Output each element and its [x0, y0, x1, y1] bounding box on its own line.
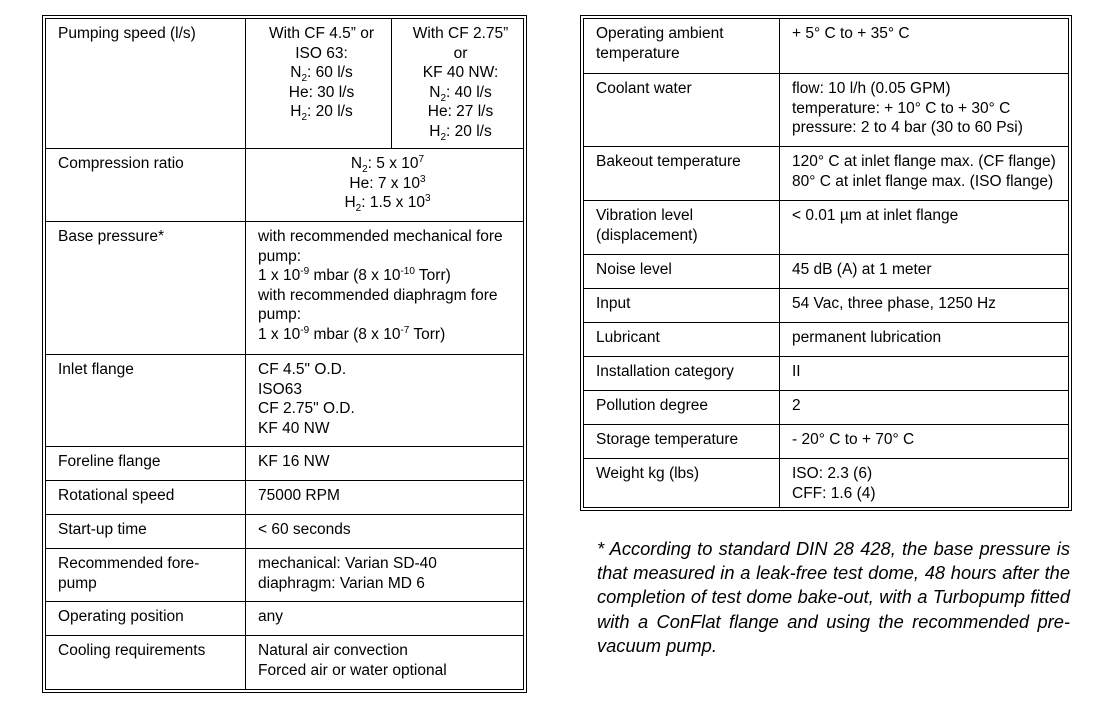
label-pumping-speed: Pumping speed (l/s) [46, 19, 246, 149]
row-cooling-requirements [46, 636, 524, 690]
value-operating-ambient: + 5° C to + 35° C [780, 19, 1069, 74]
cf45-he: He: 30 l/s [288, 83, 355, 101]
label-pollution: Pollution degree [584, 391, 780, 425]
row-weight [584, 459, 1069, 508]
row-operating-position [46, 602, 524, 636]
vibration-label-line1: Vibration level [596, 207, 694, 224]
compression-he: He: 7 x $10^3$ [349, 173, 426, 192]
row-base-pressure [46, 222, 524, 355]
cooling-value-line2: Forced air or water optional [258, 661, 447, 679]
forepump-value-line2: diaphragm: Varian MD 6 [258, 574, 425, 592]
footnote: * According to standard DIN 28 428, the base pressure is that measured in a leak-free test dome, 48 hours after the completion of test dome bake-out, with a Turbopump fitted with a ConFlat flange and using the recommended pre-vacuum pump. [597, 538, 1070, 656]
forepump-value-line1: mechanical: Varian SD-40 [258, 555, 437, 572]
row-lubricant [584, 323, 1069, 357]
row-input [584, 289, 1069, 323]
bakeout-cf: 120° C at inlet flange max. (CF flange) [792, 153, 1056, 170]
row-vibration [584, 201, 1069, 255]
label-bakeout: Bakeout temperature [584, 147, 780, 201]
label-lubricant: Lubricant [584, 323, 780, 357]
label-vibration [584, 201, 780, 255]
label-foreline-flange: Foreline flange [46, 447, 246, 481]
label-operating-position: Operating position [46, 602, 246, 636]
value-recommended-forepump [246, 549, 524, 602]
label-installation: Installation category [584, 357, 780, 391]
row-noise [584, 255, 1069, 289]
row-recommended-forepump [46, 549, 524, 602]
cooling-value-line1: Natural air convection [258, 642, 408, 659]
value-pollution: 2 [780, 391, 1069, 425]
coolant-pressure: pressure: 2 to 4 bar (30 to 60 Psi) [792, 119, 1023, 136]
vibration-label-line2: (displacement) [596, 226, 698, 244]
cf275-h2: $H_2$: 20 l/s [429, 122, 492, 143]
row-bakeout [584, 147, 1069, 201]
value-inlet-flange [246, 355, 524, 447]
cf275-title-line1: With CF 2.75” [412, 25, 509, 42]
label-operating-ambient [584, 19, 780, 74]
label-recommended-forepump [46, 549, 246, 602]
value-input: 54 Vac, three phase, 1250 Hz [780, 289, 1069, 323]
base-pressure-diaph-line1: with recommended diaphragm fore [258, 286, 498, 304]
base-pressure-diaph-value: 1 x $10^{-9}$ mbar (8 x $10^{-7}$ Torr) [258, 324, 446, 343]
label-weight: Weight kg (lbs) [584, 459, 780, 508]
row-pollution [584, 391, 1069, 425]
value-storage: - 20° C to + 70° C [780, 425, 1069, 459]
label-storage: Storage temperature [584, 425, 780, 459]
value-foreline-flange: KF 16 NW [246, 447, 524, 481]
value-bakeout [780, 147, 1069, 201]
specifications-table-left [42, 15, 527, 693]
row-installation [584, 357, 1069, 391]
base-pressure-mech-value: 1 x $10^{-9}$ mbar (8 x $10^{-10}$ Torr) [258, 265, 451, 284]
label-cooling-requirements: Cooling requirements [46, 636, 246, 690]
row-foreline-flange [46, 447, 524, 481]
value-startup-time: < 60 seconds [246, 515, 524, 549]
cf275-title-line2: or [453, 44, 468, 62]
value-pumping-speed-cf275 [392, 19, 524, 149]
value-noise: 45 dB (A) at 1 meter [780, 255, 1069, 289]
value-vibration: < 0.01 µm at inlet flange [780, 201, 1069, 255]
cf275-title-line3: KF 40 NW: [422, 64, 499, 81]
value-installation: II [780, 357, 1069, 391]
row-coolant-water [584, 74, 1069, 147]
weight-cff: CFF: 1.6 (4) [792, 484, 876, 502]
ambient-label-line1: Operating ambient [596, 25, 724, 42]
label-inlet-flange: Inlet flange [46, 355, 246, 447]
value-rotational-speed: 75000 RPM [246, 481, 524, 515]
label-startup-time: Start-up time [46, 515, 246, 549]
bakeout-iso: 80° C at inlet flange max. (ISO flange) [792, 172, 1054, 190]
specifications-table-right [580, 15, 1072, 511]
compression-n2: $N_2$: 5 x $10^7$ [350, 153, 425, 176]
weight-iso: ISO: 2.3 (6) [792, 465, 873, 482]
row-storage [584, 425, 1069, 459]
row-operating-ambient [584, 19, 1069, 74]
forepump-label-line2: pump [58, 574, 97, 592]
cf45-n2: $N_2$: 60 l/s [290, 64, 353, 85]
value-compression-ratio [246, 149, 524, 222]
compression-h2: $H_2$: 1.5 x $10^3$ [344, 192, 431, 215]
base-pressure-diaph-line2: pump: [258, 306, 302, 323]
label-noise: Noise level [584, 255, 780, 289]
forepump-label-line1: Recommended fore- [58, 555, 200, 572]
value-cooling-requirements [246, 636, 524, 690]
value-coolant-water [780, 74, 1069, 147]
inlet-flange-line: CF 4.5" O.D. [258, 361, 347, 378]
row-inlet-flange [46, 355, 524, 447]
cf275-n2: $N_2$: 40 l/s [429, 83, 492, 104]
label-rotational-speed: Rotational speed [46, 481, 246, 515]
inlet-flange-line: KF 40 NW [258, 419, 330, 437]
inlet-flange-line: ISO63 [258, 380, 302, 398]
value-lubricant: permanent lubrication [780, 323, 1069, 357]
label-base-pressure: Base pressure* [46, 222, 246, 355]
value-base-pressure [246, 222, 524, 355]
label-input: Input [584, 289, 780, 323]
value-operating-position: any [246, 602, 524, 636]
row-compression-ratio [46, 149, 524, 222]
row-rotational-speed [46, 481, 524, 515]
row-startup-time [46, 515, 524, 549]
base-pressure-mech-line1: with recommended mechanical fore [258, 228, 503, 245]
cf45-h2: $H_2$: 20 l/s [290, 103, 353, 124]
coolant-temperature: temperature: + 10° C to + 30° C [792, 99, 1011, 117]
ambient-label-line2: temperature [596, 44, 680, 62]
base-pressure-mech-line2: pump: [258, 247, 302, 265]
cf275-he: He: 27 l/s [427, 103, 494, 120]
cf45-title-line2: ISO 63: [295, 44, 348, 62]
cf45-title-line1: With CF 4.5” or [268, 25, 375, 42]
coolant-flow: flow: 10 l/h (0.05 GPM) [792, 80, 951, 97]
value-pumping-speed-cf45 [246, 19, 392, 149]
value-weight [780, 459, 1069, 508]
label-coolant-water: Coolant water [584, 74, 780, 147]
label-compression-ratio: Compression ratio [46, 149, 246, 222]
row-pumping-speed [46, 19, 524, 149]
inlet-flange-line: CF 2.75" O.D. [258, 400, 355, 417]
